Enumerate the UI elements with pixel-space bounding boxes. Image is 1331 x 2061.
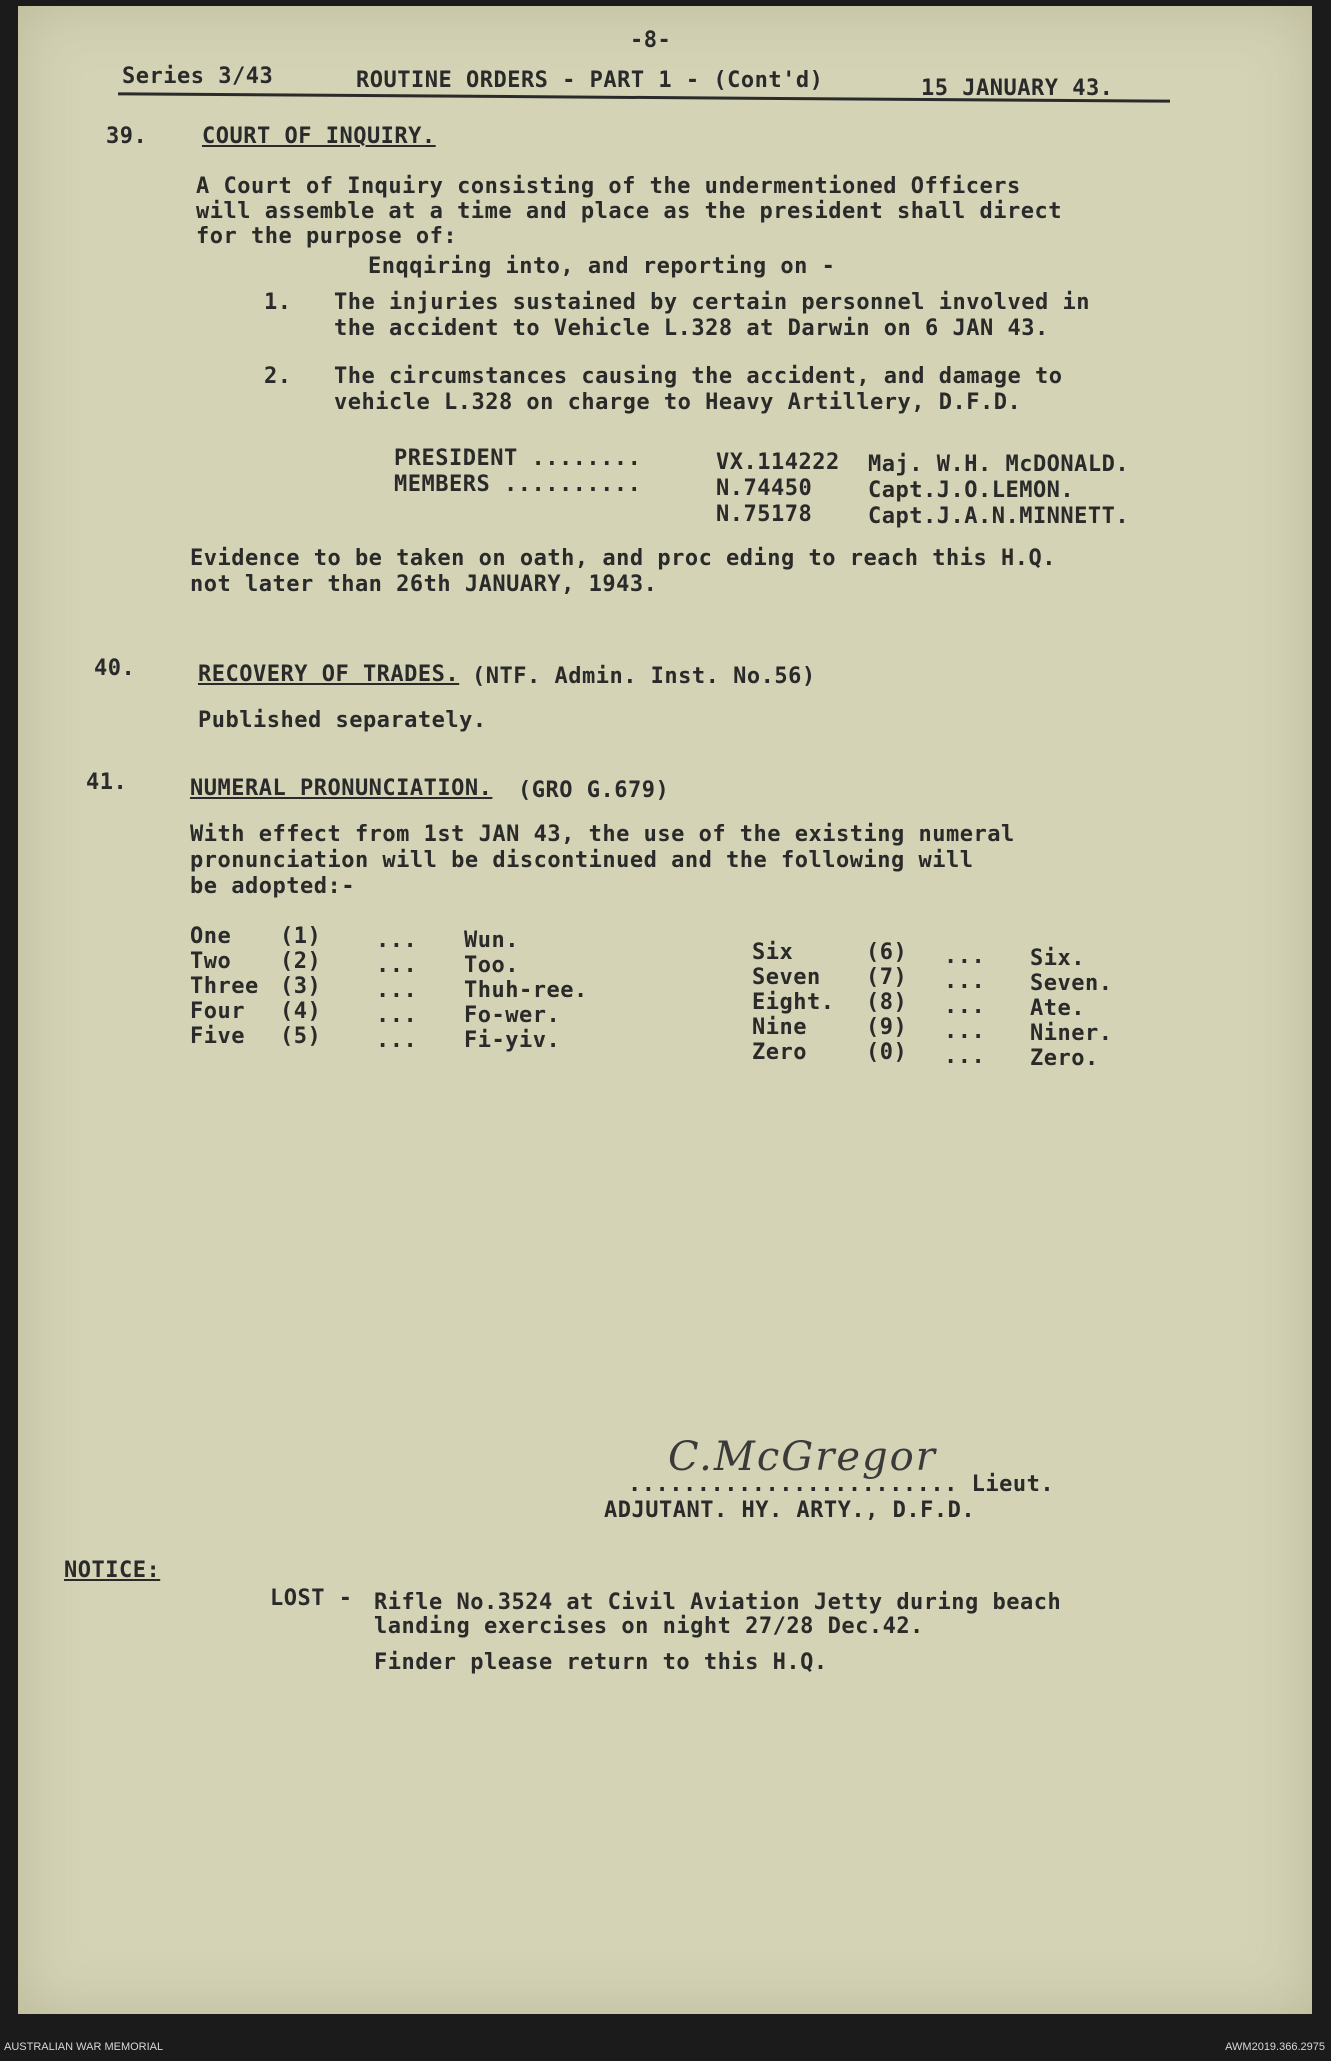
numeral-dots: ...: [944, 1019, 986, 1044]
item-40-reference: (NTF. Admin. Inst. No.56): [472, 664, 816, 689]
numeral-say: Fi-yiv.: [464, 1028, 561, 1053]
signature-rank-line: ........................ Lieut.: [628, 1472, 1055, 1497]
numeral-say: Six.: [1030, 946, 1085, 971]
numeral-dots: ...: [376, 1028, 418, 1053]
item-39-number: 39.: [106, 124, 148, 149]
numeral-digit: (8): [866, 990, 908, 1015]
numeral-dots: ...: [376, 978, 418, 1003]
numeral-word: Six: [752, 940, 794, 965]
item-41-reference: (GRO G.679): [518, 778, 670, 803]
item-39-point-number: 1.: [264, 290, 292, 315]
item-39-point-line: The injuries sustained by certain personnel involved in: [334, 290, 1090, 315]
footer-right: AWM2019.366.2975: [1225, 2041, 1325, 2053]
numeral-digit: (4): [280, 999, 322, 1024]
numeral-say: Seven.: [1030, 971, 1113, 996]
item-39-point-number: 2.: [264, 364, 292, 389]
numeral-say: Wun.: [464, 928, 519, 953]
item-39-point-line: The circumstances causing the accident, and damage to: [334, 364, 1063, 389]
numeral-word: Zero: [752, 1040, 807, 1065]
numeral-word: One: [190, 924, 232, 949]
numeral-digit: (2): [280, 949, 322, 974]
page-number: -8-: [630, 28, 672, 53]
notice-finder: Finder please return to this H.Q.: [374, 1650, 828, 1675]
item-41-intro-line: With effect from 1st JAN 43, the use of the existing numeral: [190, 822, 1015, 847]
numeral-digit: (3): [280, 974, 322, 999]
notice-line: Rifle No.3524 at Civil Aviation Jetty during beach: [374, 1590, 1062, 1615]
item-39-heading: COURT OF INQUIRY.: [202, 124, 436, 149]
board-number: N.75178: [716, 502, 813, 527]
numeral-say: Zero.: [1030, 1046, 1099, 1071]
item-41-heading: NUMERAL PRONUNCIATION.: [190, 776, 493, 801]
board-name: Capt.J.O.LEMON.: [868, 478, 1075, 503]
numeral-word: Seven: [752, 965, 821, 990]
numeral-word: Four: [190, 999, 245, 1024]
numeral-dots: ...: [944, 994, 986, 1019]
numeral-say: Fo-wer.: [464, 1003, 561, 1028]
numeral-digit: (5): [280, 1024, 322, 1049]
numeral-say: Ate.: [1030, 996, 1085, 1021]
board-name: Maj. W.H. McDONALD.: [868, 452, 1130, 477]
item-39-intro-line: for the purpose of:: [196, 224, 458, 249]
notice-label: NOTICE:: [64, 1558, 161, 1583]
numeral-word: Three: [190, 974, 259, 999]
numeral-digit: (9): [866, 1015, 908, 1040]
item-39-intro-line: A Court of Inquiry consisting of the undermentioned Officers: [196, 174, 1021, 199]
board-role: MEMBERS ..........: [394, 472, 642, 497]
item-39-intro-line: will assemble at a time and place as the president shall direct: [196, 199, 1062, 224]
header-title: ROUTINE ORDERS - PART 1 - (Cont'd): [356, 68, 824, 93]
item-39-closing-line: not later than 26th JANUARY, 1943.: [190, 572, 658, 597]
header-series: Series 3/43: [122, 64, 274, 89]
numeral-say: Niner.: [1030, 1021, 1113, 1046]
item-39-point-line: vehicle L.328 on charge to Heavy Artillery, D.F.D.: [334, 390, 1022, 415]
board-role: PRESIDENT ........: [394, 446, 642, 471]
board-number: N.74450: [716, 476, 813, 501]
numeral-say: Thuh-ree.: [464, 978, 588, 1003]
item-39-intro-line: Enqqiring into, and reporting on -: [368, 254, 836, 279]
header-date: 15 JANUARY 43.: [921, 76, 1114, 101]
numeral-dots: ...: [944, 944, 986, 969]
item-40-body: Published separately.: [198, 708, 487, 733]
handwritten-signature: C.McGregor: [668, 1434, 937, 1480]
item-40-number: 40.: [94, 656, 136, 681]
numeral-dots: ...: [944, 969, 986, 994]
notice-lost-prefix: LOST -: [270, 1586, 353, 1611]
numeral-say: Too.: [464, 953, 519, 978]
numeral-digit: (1): [280, 924, 322, 949]
item-39-closing-line: Evidence to be taken on oath, and proc eding to reach this H.Q.: [190, 546, 1056, 571]
numeral-word: Nine: [752, 1015, 807, 1040]
signature-appointment: ADJUTANT. HY. ARTY., D.F.D.: [604, 1498, 976, 1523]
board-number: VX.114222: [716, 450, 840, 475]
numeral-word: Two: [190, 949, 232, 974]
item-41-intro-line: be adopted:-: [190, 874, 355, 899]
item-39-point-line: the accident to Vehicle L.328 at Darwin on 6 JAN 43.: [334, 316, 1049, 341]
numeral-dots: ...: [376, 1003, 418, 1028]
footer-left: AUSTRALIAN WAR MEMORIAL: [4, 2041, 164, 2053]
numeral-digit: (7): [866, 965, 908, 990]
document-page: [18, 6, 1312, 2014]
numeral-word: Eight.: [752, 990, 835, 1015]
numeral-dots: ...: [944, 1044, 986, 1069]
item-41-number: 41.: [86, 770, 128, 795]
numeral-digit: (6): [866, 940, 908, 965]
numeral-word: Five: [190, 1024, 245, 1049]
numeral-dots: ...: [376, 953, 418, 978]
numeral-dots: ...: [376, 928, 418, 953]
numeral-digit: (0): [866, 1040, 908, 1065]
notice-line: landing exercises on night 27/28 Dec.42.: [374, 1614, 924, 1639]
item-40-heading: RECOVERY OF TRADES.: [198, 662, 460, 687]
board-name: Capt.J.A.N.MINNETT.: [868, 504, 1130, 529]
item-41-intro-line: pronunciation will be discontinued and the following will: [190, 848, 974, 873]
